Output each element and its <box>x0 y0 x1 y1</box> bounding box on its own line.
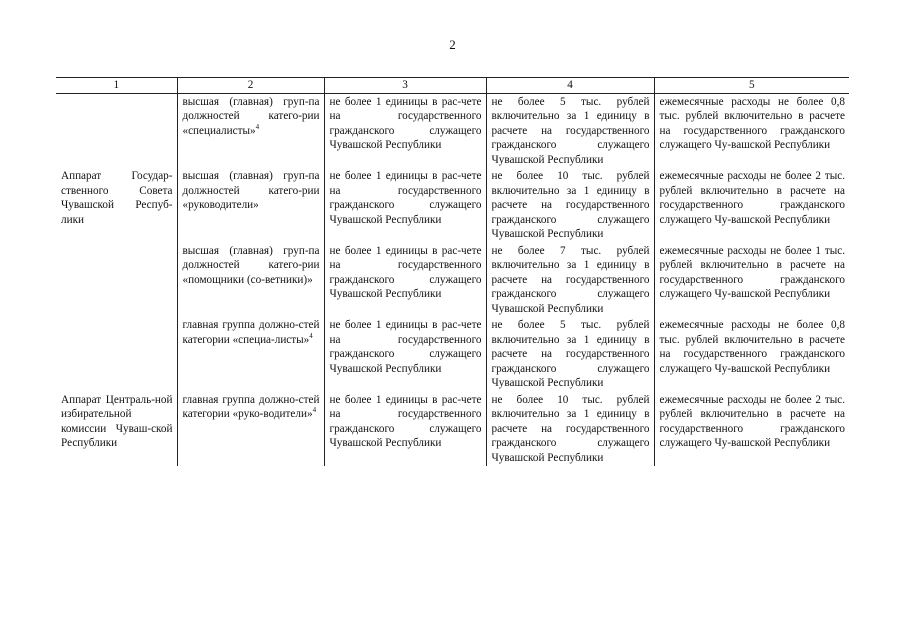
amount-cell: не более 7 тыс. рублей включительно за 1 единицу в расчете на государственного гражданского служащего Чувашской Республики <box>486 243 654 318</box>
amount-cell: не более 5 тыс. рублей включительно за 1 единицу в расчете на государственного гражданского служащего Чувашской Республики <box>486 93 654 168</box>
footnote-marker: 4 <box>255 122 260 131</box>
table-row <box>56 392 849 467</box>
group-cell <box>177 243 324 318</box>
units-cell: не более 1 единицы в рас-чете на государственного гражданского служащего Чувашской Республики <box>324 317 486 392</box>
group-cell <box>177 93 324 168</box>
units-cell: не более 1 единицы в рас-чете на государственного гражданского служащего Чувашской Республики <box>324 93 486 168</box>
column-number: 4 <box>486 78 654 94</box>
org-cell <box>56 93 177 168</box>
footnote-marker: 4 <box>309 331 313 340</box>
units-cell: не более 1 единицы в рас-чете на государственного гражданского служащего Чувашской Республики <box>324 168 486 243</box>
amount-cell: не более 10 тыс. рублей включительно за 1 единицу в расчете на государственного гражданского служащего Чувашской Республики <box>486 392 654 467</box>
monthly-cell: ежемесячные расходы не более 0,8 тыс. рублей включительно в расчете на государственного гражданского служащего Чу-вашской Республики <box>654 93 849 168</box>
org-cell <box>56 243 177 318</box>
group-text: высшая (главная) груп-па должностей катего-рии «специалисты» <box>182 95 320 137</box>
group-cell <box>177 168 324 243</box>
column-number: 1 <box>56 78 177 94</box>
units-cell: не более 1 единицы в рас-чете на государственного гражданского служащего Чувашской Республики <box>324 392 486 467</box>
group-text: высшая (главная) груп-па должностей катего-рии «помощники (со-ветники)» <box>182 244 320 286</box>
org-cell <box>56 317 177 392</box>
amount-cell: не более 10 тыс. рублей включительно за 1 единицу в расчете на государственного гражданского служащего Чувашской Республики <box>486 168 654 243</box>
column-number: 5 <box>654 78 849 94</box>
group-cell <box>177 392 324 467</box>
units-cell: не более 1 единицы в рас-чете на государственного гражданского служащего Чувашской Республики <box>324 243 486 318</box>
org-cell: Аппарат Централь-ной избирательной комиссии Чуваш-ской Республики <box>61 393 173 450</box>
footnote-marker: 4 <box>312 406 317 415</box>
group-text: главная группа должно-стей категории «специа-листы» <box>182 319 320 346</box>
table-row <box>56 243 849 318</box>
norms-table <box>56 77 849 466</box>
group-text: главная группа должно-стей категории «руко-водители» <box>182 393 320 421</box>
table-row <box>56 168 849 243</box>
monthly-cell: ежемесячные расходы не более 1 тыс. рублей включительно в расчете на государственного гражданского служащего Чу-вашской Республики <box>654 243 849 318</box>
group-text: высшая (главная) груп-па должностей катего-рии «руководители» <box>182 170 320 212</box>
monthly-cell: ежемесячные расходы не более 0,8 тыс. рублей включительно в расчете на государственного гражданского служащего Чу-вашской Республики <box>654 317 849 392</box>
monthly-cell: ежемесячные расходы не более 2 тыс. рублей включительно в расчете на государственного гражданского служащего Чу-вашской Республики <box>654 392 849 467</box>
table-row <box>56 317 849 392</box>
org-cell: Аппарат Государ-ственного Совета Чувашской Респуб-лики <box>61 170 173 226</box>
monthly-cell: ежемесячные расходы не более 2 тыс. рублей включительно в расчете на государственного гражданского служащего Чу-вашской Республики <box>654 168 849 243</box>
table-row <box>56 93 849 168</box>
column-number: 2 <box>177 78 324 94</box>
amount-cell: не более 5 тыс. рублей включительно за 1 единицу в расчете на государственного гражданского служащего Чувашской Республики <box>486 317 654 392</box>
column-number: 3 <box>324 78 486 94</box>
page-number: 2 <box>449 37 456 52</box>
group-cell <box>177 317 324 392</box>
column-number-row <box>56 78 849 94</box>
